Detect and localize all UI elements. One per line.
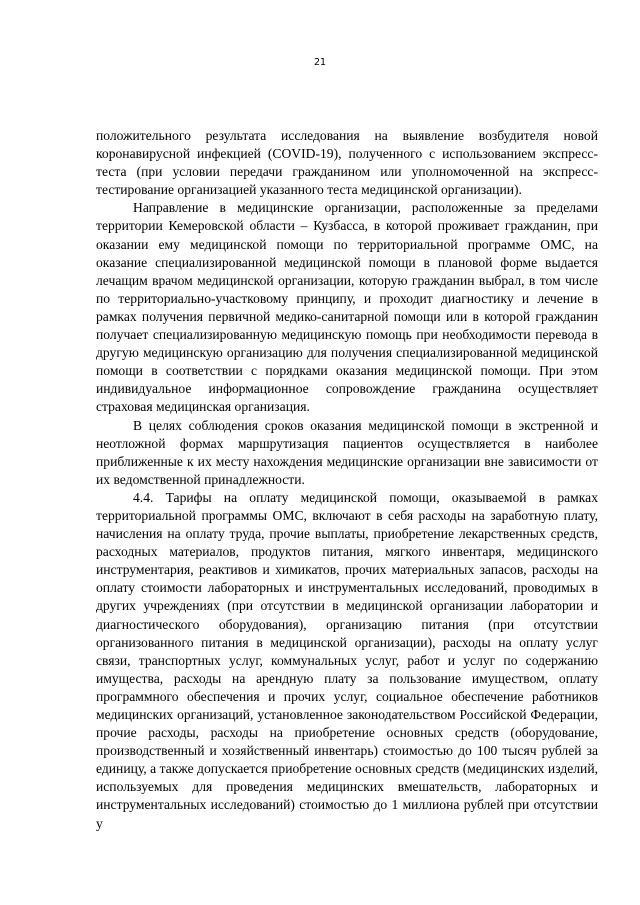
page-number: 21: [313, 57, 327, 68]
paragraph-referral-outside-region: Направление в медицинские организации, расположенные за пределами территории Кемеровской области – Кузбасса, в которой проживает гражданин, при оказании ему медицинской помощи по территориальной программе ОМС, на оказание специализированной медицинской помощи в плановой форме выдается лечащим врачом медицинской организации, которую гражданин выбрал, в том числе по территориально-участковому принципу, и проходит диагностику и лечение в рамках получения первичной медико-санитарной помощи или в которой гражданин получает специализированную медицинскую помощь при необходимости перевода в другую медицинскую организацию для получения специализированной медицинской помощи в соответствии с порядками оказания медицинской помощи. При этом индивидуальное информационное сопровождение гражданина осуществляет страховая медицинская организация.: [96, 200, 598, 415]
paragraph-emergency-routing: В целях соблюдения сроков оказания медицинской помощи в экстренной и неотложной формах маршрутизация пациентов осуществляется в наиболее приближенные к их месту нахождения медицинские организации вне зависимости от их ведомственной принадлежности.: [96, 417, 598, 487]
document-body: [96, 127, 598, 833]
paragraph-covid-test: положительного результата исследования на выявление возбудителя новой коронавирусной инфекцией (COVID-19), полученного с использованием экспресс-теста (при условии передачи гражданином или уполномоченной на экспресс-тестирование организацией указанного теста медицинской организации).: [96, 128, 598, 198]
paragraph-tariffs-4-4: 4.4. Тарифы на оплату медицинской помощи, оказываемой в рамках территориальной программы ОМС, включают в себя расходы на заработную плату, начисления на оплату труда, прочие выплаты, приобретение лекарственных средств, расходных материалов, продуктов питания, мягкого инвентаря, медицинского инструментария, реактивов и химикатов, прочих материальных запасов, расходы на оплату стоимости лабораторных и инструментальных исследований, проводимых в других учреждениях (при отсутствии в медицинской организации лаборатории и диагностического оборудования), организацию питания (при отсутствии организованного питания в медицинской организации), расходы на оплату услуг связи, транспортных услуг, коммунальных услуг, работ и услуг по содержанию имущества, расходы на арендную плату за пользование имуществом, оплату программного обеспечения и прочих услуг, социальное обеспечение работников медицинских организаций, установленное законодательством Российской Федерации, прочие расходы, расходы на приобретение основных средств (оборудование, производственный и хозяйственный инвентарь) стоимостью до 100 тысяч рублей за единицу, а также допускается приобретение основных средств (медицинских изделий, используемых для проведения медицинских вмешательств, лабораторных и инструментальных исследований) стоимостью до 1 миллиона рублей при отсутствии у: [96, 489, 598, 831]
